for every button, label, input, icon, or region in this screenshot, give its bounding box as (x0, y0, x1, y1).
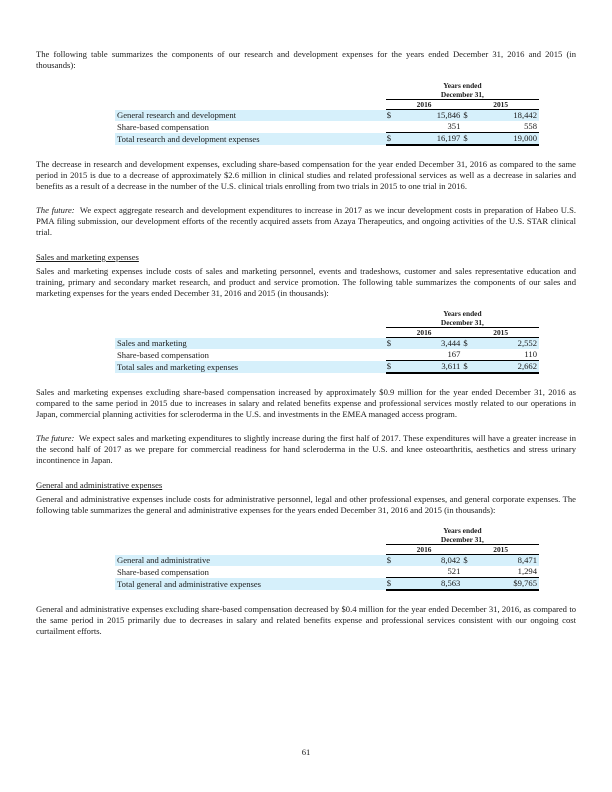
sm-intro-paragraph: Sales and marketing expenses include costs of sales and marketing personnel, events and tradeshows, customer and sales representative education and training, primary and secondary market research, and product and service promotion. The following table summarizes the components of our sales and marketing expenses for the years ended December 31, 2016 and 2015 (in thousands): (36, 266, 576, 298)
dollar-sign: $ (462, 110, 475, 122)
sm-discussion-paragraph: Sales and marketing expenses excluding share-based compensation increased by approximately $0.9 million for the year ended December 31, 2016 as compared to the same period in 2015 due to increases in salary and related benefits expense and professional services mostly related to our operations in Japan, commercial planning activities for scleroderma in the U.S. and investments in the EMEA managed access program. (36, 387, 576, 419)
sm-expenses-table (115, 309, 539, 374)
table-row (115, 338, 539, 350)
ga-intro-paragraph: General and administrative expenses include costs for administrative personnel, legal and other professional expenses, and general corporate expenses. The following table summarizes the general and administrative expenses for the years ended December 31, 2016 and 2015 (in thousands): (36, 494, 576, 515)
table-header-period: December 31, (386, 318, 539, 328)
document-page (36, 49, 576, 637)
dollar-sign: $ (386, 338, 399, 350)
rd-future-text: We expect aggregate research and development expenditures to increase in 2017 as we incur development costs in preparation of Habeo U.S. PMA filing submission, our development efforts of the recently acquired assets from Azaya Therapeutics, and ongoing activities of the U.S. STAR clinical trial. (36, 205, 576, 237)
table-header-period: December 31, (386, 535, 539, 545)
future-label: The future: (36, 205, 75, 215)
row-label: Share-based compensation (117, 121, 209, 132)
dollar-sign (462, 578, 475, 591)
value-2015: 1,294 (475, 566, 539, 578)
table-header-year-2015: 2015 (462, 100, 539, 110)
dollar-sign: $ (462, 555, 475, 567)
dollar-sign: $ (462, 133, 475, 146)
sm-section-heading: Sales and marketing expenses (36, 252, 139, 262)
value-2016: 167 (399, 349, 463, 361)
table-row-total (115, 133, 539, 146)
dollar-sign (462, 349, 475, 361)
ga-expenses-table (115, 526, 539, 591)
ga-section-heading: General and administrative expenses (36, 480, 163, 490)
dollar-sign: $ (386, 133, 399, 146)
value-2016: 3,611 (399, 361, 463, 374)
row-label: Total sales and marketing expenses (115, 361, 386, 374)
table-header-year-2016: 2016 (386, 328, 463, 338)
value-2016: 351 (399, 121, 463, 133)
table-header-year-2015: 2015 (462, 328, 539, 338)
dollar-sign (386, 566, 399, 578)
table-row (115, 121, 539, 133)
table-row-total (115, 578, 539, 591)
value-2016: 8,563 (399, 578, 463, 591)
value-2015: 2,552 (475, 338, 539, 350)
value-2015: 19,000 (475, 133, 539, 146)
rd-expenses-table (115, 81, 539, 146)
table-header-year-2016: 2016 (386, 100, 463, 110)
dollar-sign: $ (462, 338, 475, 350)
table-header-years-ended: Years ended (443, 81, 482, 90)
row-label: Sales and marketing (115, 338, 386, 350)
value-2016: 15,846 (399, 110, 463, 122)
page-number: 61 (301, 747, 311, 757)
table-row (115, 555, 539, 567)
table-header-years-ended: Years ended (443, 526, 482, 535)
value-2015: 558 (475, 121, 539, 133)
value-2015: 2,662 (475, 361, 539, 374)
value-2016: 521 (399, 566, 463, 578)
row-label: Total research and development expenses (115, 133, 386, 146)
dollar-sign (462, 566, 475, 578)
row-label: General research and development (115, 110, 386, 122)
value-2015: 8,471 (475, 555, 539, 567)
dollar-sign (386, 349, 399, 361)
dollar-sign (462, 121, 475, 133)
sm-future-paragraph (36, 433, 576, 466)
dollar-sign: $ (386, 110, 399, 122)
table-header-years-ended: Years ended (443, 309, 482, 318)
table-row (115, 566, 539, 578)
table-header-year-2016: 2016 (386, 545, 463, 555)
dollar-sign: $ (462, 361, 475, 374)
rd-future-paragraph (36, 205, 576, 238)
value-2016: 16,197 (399, 133, 463, 146)
value-2015: 18,442 (475, 110, 539, 122)
table-header-period: December 31, (386, 90, 539, 100)
value-2015: $9,765 (475, 578, 539, 591)
rd-intro-paragraph: The following table summarizes the components of our research and development expenses for the years ended December 31, 2016 and 2015 (in thousands): (36, 49, 576, 70)
dollar-sign: $ (386, 578, 399, 591)
dollar-sign: $ (386, 555, 399, 567)
rd-discussion-paragraph: The decrease in research and development expenses, excluding share-based compensation for the year ended December 31, 2016 as compared to the same period in 2015 is due to a decrease of approximately $2.6 million in clinical studies and related professional services as well as a decrease in salaries and benefits as a result of a decrease in the number of the U.S. clinical trials enrolling from two trials in 2015 to one trial in 2016. (36, 159, 576, 191)
ga-discussion-paragraph: General and administrative expenses excluding share-based compensation decreased by $0.4 million for the year ended December 31, 2016, as compared to the same period in 2015 primarily due to decreases in salary and related benefits expense and professional services consistent with our ongoing cost curtailment efforts. (36, 604, 576, 636)
row-label: General and administrative (115, 555, 386, 567)
dollar-sign: $ (386, 361, 399, 374)
row-label: Total general and administrative expenses (115, 578, 386, 591)
table-header-year-2015: 2015 (462, 545, 539, 555)
value-2016: 3,444 (399, 338, 463, 350)
row-label: Share-based compensation (117, 349, 209, 360)
future-label: The future: (36, 433, 75, 443)
dollar-sign (386, 121, 399, 133)
value-2016: 8,042 (399, 555, 463, 567)
table-row (115, 110, 539, 122)
row-label: Share-based compensation (117, 566, 209, 577)
value-2015: 110 (475, 349, 539, 361)
table-row (115, 349, 539, 361)
table-row-total (115, 361, 539, 374)
sm-future-text: We expect sales and marketing expenditures to slightly increase during the first half of 2017. These expenditures will have a greater increase in the second half of 2017 as we prepare for commercial readiness for hand scleroderma in the U.S. and knee osteoarthritis, aesthetics and stress urinary incontinence in Japan. (36, 433, 576, 465)
